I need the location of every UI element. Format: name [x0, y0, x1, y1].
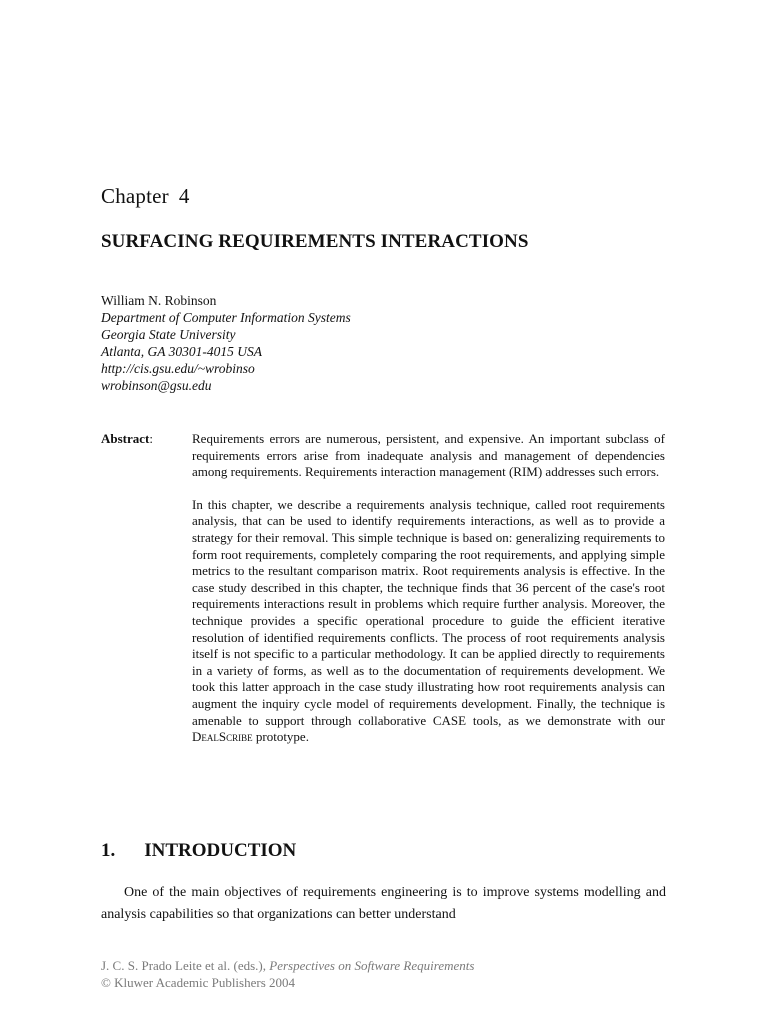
- abstract-body: [192, 431, 665, 746]
- section-heading: [101, 840, 296, 862]
- section-title: INTRODUCTION: [144, 840, 297, 861]
- author-url: http://cis.gsu.edu/~wrobinso: [101, 361, 255, 376]
- abstract-paragraph-2-main: In this chapter, we describe a requirements analysis technique, called root requirements analysis, that can be used to identify requirements interactions, as well as to provide a strategy for their removal. This simple technique is based on: generalizing requirements to form root requirements, completely comparing the root requirements, and applying simple metrics to the resultant comparison matrix. Root requirements analysis is effective. In the case study described in this chapter, the technique finds that 36 percent of the case's root requirements interactions result in problems which require further analysis. Moreover, the technique provides a specific operational procedure to guide the efficient iterative resolution of identified requirements conflicts. The process of root requirements analysis itself is not specific to a particular methodology. It can be applied directly to requirements in a variety of forms, as well as to the documentation of requirements development. We took this latter approach in the case study illustrating how root requirements analysis can augment the inquiry cycle model of requirements development. Finally, the technique is amenable to support through collaborative CASE tools, as we demonstrate with our: [192, 496, 665, 728]
- chapter-title: SURFACING REQUIREMENTS INTERACTIONS: [101, 231, 529, 252]
- abstract-label-colon: :: [149, 431, 154, 446]
- footer-copyright: © Kluwer Academic Publishers 2004: [101, 975, 296, 990]
- footer-editors: J. C. S. Prado Leite et al. (eds.),: [101, 958, 270, 973]
- footer: [101, 957, 474, 991]
- abstract-paragraph-2-end: prototype.: [252, 729, 309, 745]
- author-email: wrobinson@gsu.edu: [101, 378, 212, 393]
- author-university: Georgia State University: [101, 327, 236, 342]
- chapter-label: [101, 184, 190, 209]
- footer-citation: [101, 957, 474, 974]
- section-number: 1.: [101, 840, 116, 861]
- abstract-paragraph-2: [192, 497, 665, 746]
- author-name: William N. Robinson: [101, 293, 217, 308]
- abstract-paragraph-1: Requirements errors are numerous, persistent, and expensive. An important subclass of requirements errors arise from inadequate analysis and management of dependencies among requirements. Requirements interaction management (RIM) addresses such errors.: [192, 431, 665, 480]
- chapter-word: Chapter: [101, 184, 169, 208]
- author-block: [101, 292, 351, 394]
- abstract-label-text: Abstract: [101, 431, 150, 446]
- intro-paragraph: One of the main objectives of requirements engineering is to improve systems modelling and analysis capabilities so that organizations can better understand: [101, 885, 666, 922]
- product-name: DealScribe: [192, 729, 253, 745]
- footer-book-title: Perspectives on Software Requirements: [269, 958, 475, 973]
- abstract-label: [101, 431, 153, 447]
- author-address: Atlanta, GA 30301-4015 USA: [101, 344, 262, 359]
- author-department: Department of Computer Information Systems: [101, 310, 351, 325]
- chapter-number: 4: [178, 184, 190, 208]
